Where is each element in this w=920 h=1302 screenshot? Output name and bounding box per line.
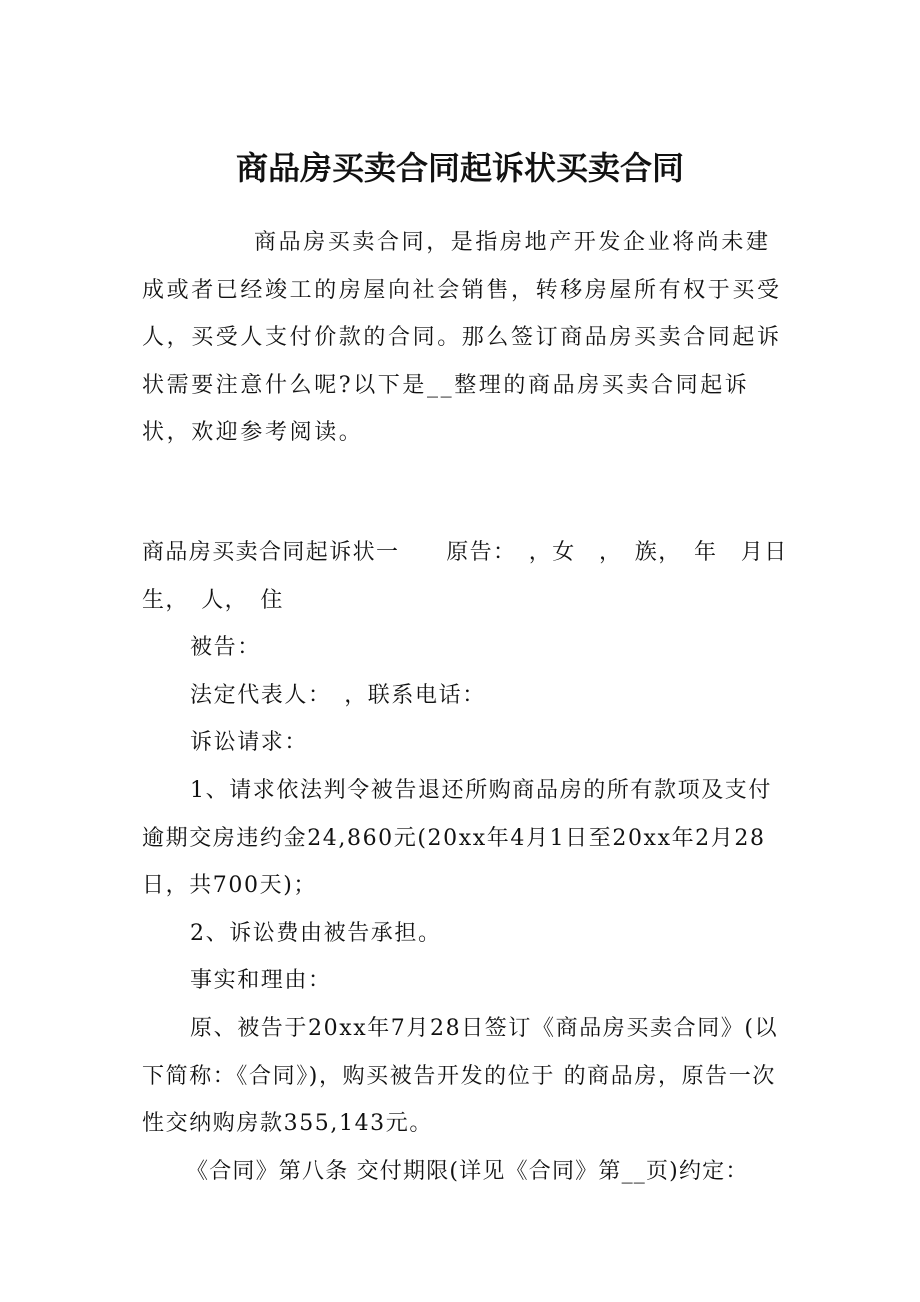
facts-heading: 事实和理由： <box>190 968 332 994</box>
facts-paragraph-2: 《合同》第八条 交付期限(详见《合同》第__页)约定： <box>186 1158 749 1184</box>
facts-paragraph-1: 原、被告于20xx年7月28日签订《商品房买卖合同》(以下简称：《合同》)，购买被告开发的位于 的商品房，原告一次性交纳购房款355,143元。 <box>142 1015 779 1137</box>
legal-representative-line: 法定代表人： ，联系电话： <box>190 682 486 708</box>
defendant-line: 被告： <box>190 635 261 661</box>
claim-item-2: 2、诉讼费由被告承担。 <box>190 920 442 946</box>
section-heading: 商品房买卖合同起诉状一 原告： ，女 ， 族， 年 月日生， 人， 住 <box>142 539 788 613</box>
intro-paragraph: 商品房买卖合同，是指房地产开发企业将尚未建成或者已经竣工的房屋向社会销售，转移房屋所有权于买受人，买受人支付价款的合同。那么签订商品房买卖合同起诉状需要注意什么呢?以下是__整理的商品房买卖合同起诉状，欢迎参考阅读。 <box>142 230 782 446</box>
document-title: 商品房买卖合同起诉状买卖合同 <box>235 149 684 187</box>
claim-item-1: 1、请求依法判令被告退还所购商品房的所有款项及支付逾期交房违约金24,860元(20xx年4月1日至20xx年2月28日，共700天)； <box>142 777 772 899</box>
claims-heading: 诉讼请求： <box>190 730 309 756</box>
document-body <box>142 219 792 1195</box>
paragraph-gap <box>142 457 792 529</box>
